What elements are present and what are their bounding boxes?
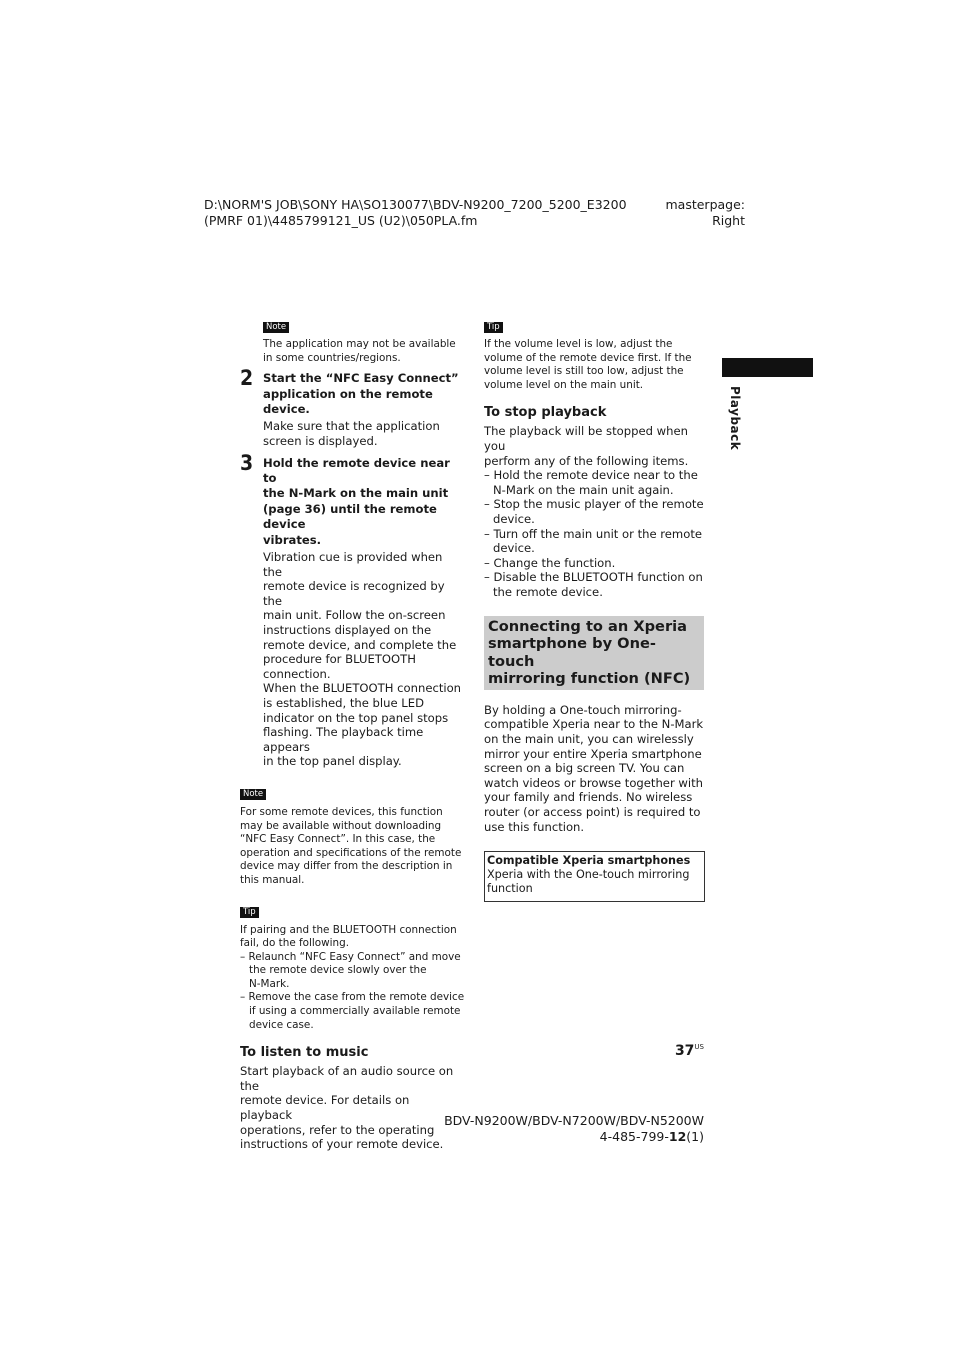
tip-text: If the volume level is low, adjust the volume of the remote device first. If the volume level is still too low, adjust the volume level on the main unit. [484, 338, 692, 391]
step-2 [240, 366, 465, 448]
section-body: By holding a One-touch mirroring- compatible Xperia near to the N-Mark on the main unit, you can wirelessly mirror your entire Xperia smartphone screen on a big screen TV. You can watch videos or browse together with your family and friends. No wireless router (or access point) is required to use this function. [484, 702, 704, 834]
stop-body: The playback will be stopped when you perform any of the following items. – Hold the remote device near to the N-Mark on the main unit again. – Stop the music player of the remote device. – Turn off the main unit or the remote device. – Change the function. – Disable the BLUETOOTH function on the remote device. [484, 424, 706, 599]
part-number: 4-485-799-12(1) [599, 1129, 704, 1144]
step-title: Start the “NFC Easy Connect” application on the remote device. [263, 371, 459, 416]
note-label: Note [240, 789, 266, 800]
tip-label: Tip [240, 907, 259, 918]
section-tab-label: Playback [728, 386, 742, 451]
right-column [484, 314, 706, 902]
file-path-line2: (PMRF 01)\4485799121_US (U2)\050PLA.fm [204, 213, 478, 228]
footer [404, 1113, 704, 1145]
step-body: Vibration cue is provided when the remote device is recognized by the main unit. Follow the on-screen instructions displayed on the remote device, and complete the procedure for BLUETOOTH connection. When the BLUETOOTH connection is established, the blue LED indicator on the top panel stops flashing. The playback time appears in the top panel display. [263, 550, 462, 769]
model-numbers: BDV-N9200W/BDV-N7200W/BDV-N5200W [444, 1113, 704, 1128]
file-path [204, 197, 644, 229]
step-body: Make sure that the application screen is displayed. [263, 419, 440, 448]
note-label: Note [263, 322, 289, 333]
compatible-box [484, 851, 705, 902]
list-item: – Stop the music player of the remote device. [484, 497, 704, 526]
left-column [240, 314, 465, 1152]
list-item: – Remove the case from the remote device if using a commercially available remote device case. [240, 991, 465, 1031]
list-item: – Relaunch “NFC Easy Connect” and move the remote device slowly over the N-Mark. [240, 950, 461, 990]
file-path-line1: D:\NORM'S JOB\SONY HA\SO130077\BDV-N9200_7200_5200_E3200 [204, 197, 627, 212]
masterpage-info [640, 197, 745, 229]
note-text: The application may not be available in some countries/regions. [263, 338, 456, 364]
listen-body: Start playback of an audio source on the remote device. For details on playback operations, refer to the operating instructions of your remote device. [240, 1064, 454, 1152]
masterpage-label: masterpage: [665, 197, 745, 212]
list-item: – Disable the BLUETOOTH function on the remote device. [484, 570, 703, 599]
list-item: – Hold the remote device near to the N-Mark on the main unit again. [484, 468, 698, 497]
listen-heading: To listen to music [240, 1045, 369, 1061]
list-item: – Turn off the main unit or the remote device. [484, 526, 702, 556]
tip-text: If pairing and the BLUETOOTH connection fail, do the following. – Relaunch “NFC Easy Connect” and move the remote device slowly over the N-Mark. – Remove the case from the remote device if using a commercially available remote device case. [240, 923, 465, 1031]
compatible-title: Compatible Xperia smartphones [487, 854, 691, 868]
tip-label: Tip [484, 322, 503, 333]
note-text: For some remote devices, this function may be available without downloading “NFC Easy Connect”. In this case, the operation and specifications of the remote device may differ from the description in this manual. [240, 805, 462, 886]
masterpage-value: Right [712, 213, 745, 228]
step-3 [240, 450, 465, 769]
step-number: 2 [240, 366, 254, 391]
list-item: – Change the function. [484, 555, 616, 570]
compatible-text: Xperia with the One-touch mirroring function [487, 868, 690, 896]
step-number: 3 [240, 450, 254, 475]
section-title: Connecting to an Xperia smartphone by One-touch mirroring function (NFC) [484, 616, 704, 690]
step-title: Hold the remote device near to the N-Mark on the main unit (page 36) until the remote device vibrates. [263, 455, 450, 547]
page-number: $37^{US}$ [674, 1043, 704, 1059]
stop-heading: To stop playback [484, 405, 607, 421]
section-tab-bar [722, 358, 813, 377]
